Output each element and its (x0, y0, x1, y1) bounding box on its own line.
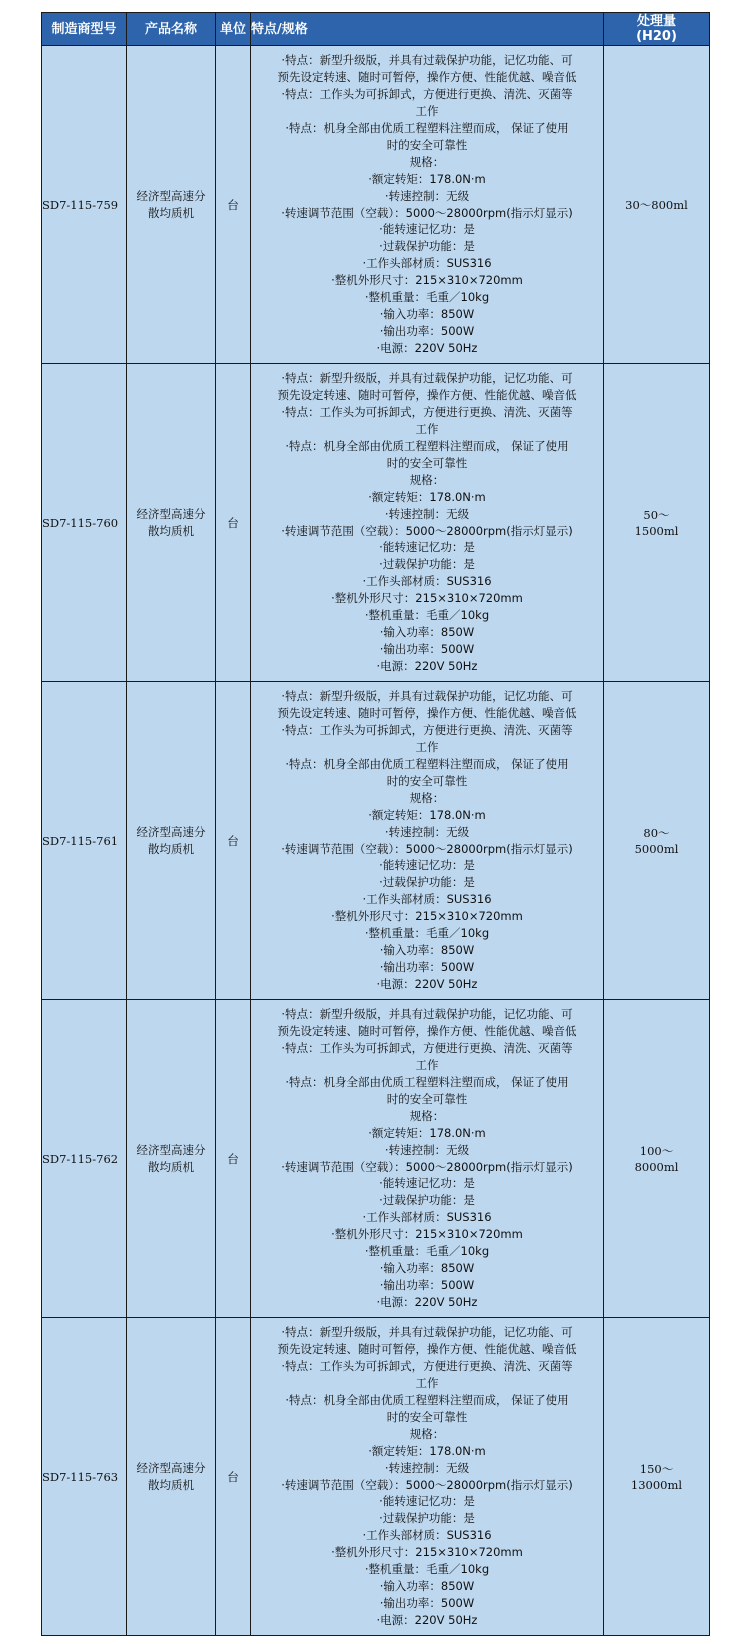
capacity-line: 5000ml (634, 841, 679, 856)
product-spec-table (41, 12, 710, 1636)
feature-line: ·能转速记忆功：是 (379, 1176, 475, 1191)
feature-line: ·过载保护功能：是 (379, 1511, 475, 1526)
feature-line: 时的安全可靠性 (386, 455, 468, 470)
model-cell: SD7-115-761 (42, 682, 127, 1000)
feature-line: ·工作头部材质：SUS316 (362, 892, 492, 907)
feature-line: ·额定转矩：178.0N·m (368, 171, 486, 186)
feature-line: ·特点：新型升级版，并具有过载保护功能，记忆功能、可 (281, 371, 573, 386)
feature-line: ·整机重量：毛重／10kg (364, 608, 490, 623)
feature-line: ·过载保护功能：是 (379, 557, 475, 572)
feature-line: ·能转速记忆功：是 (379, 540, 475, 555)
model-cell: SD7-115-763 (42, 1318, 127, 1636)
feature-line: ·过载保护功能：是 (379, 875, 475, 890)
capacity-line: 150～ (639, 1461, 674, 1476)
feature-line: ·工作头部材质：SUS316 (362, 256, 492, 271)
product-name-cell (127, 364, 216, 682)
product-name-line: 经济型高速分 (136, 506, 206, 521)
feature-line: ·过载保护功能：是 (379, 239, 475, 254)
feature-line: ·额定转矩：178.0N·m (368, 807, 486, 822)
header-unit: 单位 (216, 13, 251, 46)
capacity-line: 1500ml (634, 523, 679, 538)
feature-line: ·额定转矩：178.0N·m (368, 1443, 486, 1458)
feature-line: 工作 (415, 104, 439, 119)
features-cell (251, 46, 604, 364)
product-name-cell (127, 1318, 216, 1636)
unit-cell: 台 (216, 364, 251, 682)
feature-line: 时的安全可靠性 (386, 1409, 468, 1424)
product-name-line: 经济型高速分 (136, 1142, 206, 1157)
header-capacity (604, 13, 710, 46)
feature-line: ·能转速记忆功：是 (379, 858, 475, 873)
product-name-line: 散均质机 (148, 841, 194, 856)
feature-line: 规格： (409, 790, 445, 805)
table-row (42, 682, 710, 1000)
feature-line: ·特点：机身全部由优质工程塑料注塑而成， 保证了使用 (285, 120, 569, 135)
feature-line: ·整机外形尺寸：215×310×720mm (331, 273, 523, 288)
feature-line: 工作 (415, 1376, 439, 1391)
feature-line: 预先设定转速、随时可暂停，操作方便、性能优越、噪音低 (277, 1342, 577, 1357)
table-header (42, 13, 710, 46)
unit-cell: 台 (216, 1000, 251, 1318)
feature-line: ·输入功率：850W (379, 1260, 475, 1275)
header-model: 制造商型号 (42, 13, 127, 46)
feature-line: ·输出功率：500W (379, 323, 475, 338)
capacity-cell (604, 1318, 710, 1636)
feature-line: 规格： (409, 154, 445, 169)
table-row (42, 1000, 710, 1318)
feature-line: ·整机重量：毛重／10kg (364, 290, 490, 305)
header-capacity-line1: 处理量 (636, 14, 676, 29)
feature-line: ·转速调节范围（空载）：5000～28000rpm(指示灯显示) (281, 841, 573, 856)
feature-line: ·输出功率：500W (379, 959, 475, 974)
feature-line: 时的安全可靠性 (386, 773, 468, 788)
feature-line: 预先设定转速、随时可暂停，操作方便、性能优越、噪音低 (277, 388, 577, 403)
feature-line: ·工作头部材质：SUS316 (362, 574, 492, 589)
capacity-line: 8000ml (634, 1159, 679, 1174)
feature-line: ·特点：新型升级版，并具有过载保护功能，记忆功能、可 (281, 53, 573, 68)
feature-line: ·输入功率：850W (379, 1578, 475, 1593)
feature-line: 预先设定转速、随时可暂停，操作方便、性能优越、噪音低 (277, 1024, 577, 1039)
feature-line: ·额定转矩：178.0N·m (368, 1125, 486, 1140)
feature-line: ·特点：新型升级版，并具有过载保护功能，记忆功能、可 (281, 1007, 573, 1022)
feature-line: ·特点：新型升级版，并具有过载保护功能，记忆功能、可 (281, 689, 573, 704)
capacity-line: 50～ (643, 507, 670, 522)
header-capacity-line2: (H20) (636, 29, 677, 44)
feature-line: ·过载保护功能：是 (379, 1193, 475, 1208)
product-name-cell (127, 682, 216, 1000)
feature-line: ·整机外形尺寸：215×310×720mm (331, 591, 523, 606)
feature-line: ·转速控制：无级 (384, 1142, 470, 1157)
feature-line: ·特点：机身全部由优质工程塑料注塑而成， 保证了使用 (285, 756, 569, 771)
features-cell (251, 364, 604, 682)
feature-line: ·输出功率：500W (379, 1277, 475, 1292)
header-row (42, 13, 710, 46)
feature-line: ·能转速记忆功：是 (379, 1494, 475, 1509)
feature-line: ·输出功率：500W (379, 641, 475, 656)
feature-line: ·输入功率：850W (379, 624, 475, 639)
capacity-line: 13000ml (630, 1477, 683, 1492)
feature-line: ·特点：工作头为可拆卸式，方便进行更换、清洗、灭菌等 (281, 1041, 573, 1056)
feature-line: ·额定转矩：178.0N·m (368, 489, 486, 504)
feature-line: ·转速控制：无级 (384, 188, 470, 203)
capacity-cell (604, 364, 710, 682)
feature-line: 预先设定转速、随时可暂停，操作方便、性能优越、噪音低 (277, 70, 577, 85)
capacity-cell (604, 46, 710, 364)
feature-line: 工作 (415, 1058, 439, 1073)
feature-line: ·电源：220V 50Hz (376, 340, 478, 355)
feature-line: ·特点：机身全部由优质工程塑料注塑而成， 保证了使用 (285, 1392, 569, 1407)
feature-line: ·转速调节范围（空载）：5000～28000rpm(指示灯显示) (281, 1477, 573, 1492)
feature-line: ·电源：220V 50Hz (376, 658, 478, 673)
feature-line: ·转速调节范围（空载）：5000～28000rpm(指示灯显示) (281, 1159, 573, 1174)
product-name-line: 散均质机 (148, 523, 194, 538)
capacity-line: 30～800ml (625, 197, 688, 212)
feature-line: ·特点：机身全部由优质工程塑料注塑而成， 保证了使用 (285, 1074, 569, 1089)
feature-line: ·转速控制：无级 (384, 506, 470, 521)
feature-line: ·整机外形尺寸：215×310×720mm (331, 1227, 523, 1242)
table-row (42, 46, 710, 364)
feature-line: 规格： (409, 1426, 445, 1441)
capacity-line: 80～ (643, 825, 670, 840)
feature-line: ·转速控制：无级 (384, 1460, 470, 1475)
feature-line: ·整机外形尺寸：215×310×720mm (331, 1545, 523, 1560)
product-name-line: 经济型高速分 (136, 824, 206, 839)
feature-line: ·转速调节范围（空载）：5000～28000rpm(指示灯显示) (281, 523, 573, 538)
feature-line: ·整机重量：毛重／10kg (364, 1244, 490, 1259)
feature-line: ·电源：220V 50Hz (376, 1294, 478, 1309)
feature-line: ·特点：工作头为可拆卸式，方便进行更换、清洗、灭菌等 (281, 1359, 573, 1374)
product-name-line: 经济型高速分 (136, 1460, 206, 1475)
features-cell (251, 682, 604, 1000)
table-row (42, 1318, 710, 1636)
feature-line: ·输入功率：850W (379, 306, 475, 321)
feature-line: ·特点：工作头为可拆卸式，方便进行更换、清洗、灭菌等 (281, 723, 573, 738)
unit-cell: 台 (216, 682, 251, 1000)
capacity-cell (604, 1000, 710, 1318)
feature-line: ·特点：工作头为可拆卸式，方便进行更换、清洗、灭菌等 (281, 87, 573, 102)
feature-line: 工作 (415, 740, 439, 755)
feature-line: ·电源：220V 50Hz (376, 1612, 478, 1627)
product-name-cell (127, 46, 216, 364)
feature-line: ·整机重量：毛重／10kg (364, 1562, 490, 1577)
unit-cell: 台 (216, 1318, 251, 1636)
capacity-line: 100～ (639, 1143, 674, 1158)
feature-line: 时的安全可靠性 (386, 137, 468, 152)
feature-line: ·输出功率：500W (379, 1595, 475, 1610)
feature-line: 规格： (409, 1108, 445, 1123)
feature-line: ·输入功率：850W (379, 942, 475, 957)
table-row (42, 364, 710, 682)
feature-line: ·转速控制：无级 (384, 824, 470, 839)
feature-line: ·转速调节范围（空载）：5000～28000rpm(指示灯显示) (281, 205, 573, 220)
feature-line: 工作 (415, 422, 439, 437)
model-cell: SD7-115-760 (42, 364, 127, 682)
feature-line: ·电源：220V 50Hz (376, 976, 478, 991)
model-cell: SD7-115-759 (42, 46, 127, 364)
features-cell (251, 1318, 604, 1636)
feature-line: ·整机重量：毛重／10kg (364, 926, 490, 941)
feature-line: ·整机外形尺寸：215×310×720mm (331, 909, 523, 924)
product-name-line: 散均质机 (148, 205, 194, 220)
table-body (42, 46, 710, 1636)
feature-line: ·工作头部材质：SUS316 (362, 1528, 492, 1543)
capacity-cell (604, 682, 710, 1000)
product-name-line: 散均质机 (148, 1159, 194, 1174)
model-cell: SD7-115-762 (42, 1000, 127, 1318)
header-features: 特点/规格 (251, 13, 604, 46)
header-name: 产品名称 (127, 13, 216, 46)
product-name-cell (127, 1000, 216, 1318)
feature-line: ·特点：机身全部由优质工程塑料注塑而成， 保证了使用 (285, 438, 569, 453)
feature-line: ·特点：新型升级版，并具有过载保护功能，记忆功能、可 (281, 1325, 573, 1340)
product-name-line: 散均质机 (148, 1477, 194, 1492)
feature-line: 预先设定转速、随时可暂停，操作方便、性能优越、噪音低 (277, 706, 577, 721)
feature-line: ·工作头部材质：SUS316 (362, 1210, 492, 1225)
feature-line: 时的安全可靠性 (386, 1091, 468, 1106)
feature-line: 规格： (409, 472, 445, 487)
features-cell (251, 1000, 604, 1318)
feature-line: ·能转速记忆功：是 (379, 222, 475, 237)
feature-line: ·特点：工作头为可拆卸式，方便进行更换、清洗、灭菌等 (281, 405, 573, 420)
unit-cell: 台 (216, 46, 251, 364)
product-name-line: 经济型高速分 (136, 188, 206, 203)
